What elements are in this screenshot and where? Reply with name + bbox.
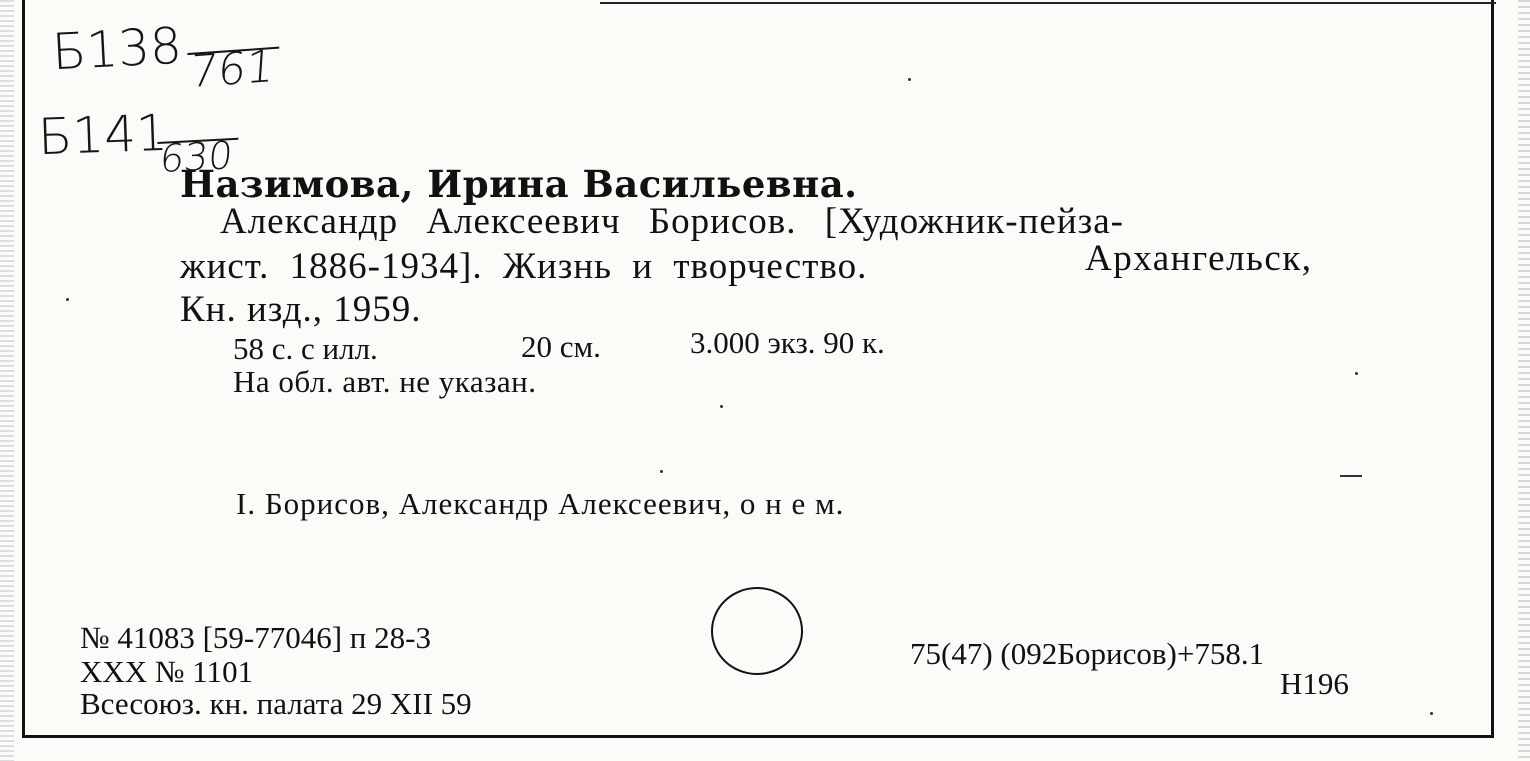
shelfmark-2-code: Б141 xyxy=(37,103,169,167)
scan-speck xyxy=(720,405,723,408)
footer-series-number: ХХХ № 1101 xyxy=(80,654,254,689)
card-punch-hole xyxy=(711,587,803,675)
scan-speck xyxy=(908,78,911,81)
scan-speck xyxy=(66,298,69,301)
physical-size: 20 см. xyxy=(521,329,601,364)
shelfmark-1-code: Б138 xyxy=(50,16,184,82)
shelfmark-1-number: 761 xyxy=(188,40,276,99)
author-mark: Н196 xyxy=(1280,666,1349,701)
shelfmark-2-number: 630 xyxy=(158,132,235,182)
footer-record-number: № 41083 [59-77046] п 28-3 xyxy=(80,620,431,655)
title-line-2: жист. 1886-1934]. Жизнь и творчество. xyxy=(180,246,868,287)
classification-index: 75(47) (092Борисов)+758.1 xyxy=(910,636,1265,671)
publication-place: Архангельск, xyxy=(1085,238,1313,279)
card-top-edge xyxy=(600,2,1496,4)
footer-chamber-date: Всесоюз. кн. палата 29 XII 59 xyxy=(80,686,472,721)
scan-speck xyxy=(1355,372,1358,375)
scan-speck xyxy=(1340,475,1362,477)
note-line: На обл. авт. не указан. xyxy=(233,364,537,399)
physical-pages: 58 с. с илл. xyxy=(233,331,378,366)
copies-price: 3.000 экз. 90 к. xyxy=(690,325,885,360)
publisher-line: Кн. изд., 1959. xyxy=(180,289,422,330)
scan-edge-right xyxy=(1518,0,1530,761)
author-heading: Назимова, Ирина Васильевна. xyxy=(180,162,858,206)
subject-heading: I. Борисов, Александр Алексеевич, о н е м. xyxy=(236,486,845,521)
scan-speck xyxy=(660,470,663,473)
scan-edge-left xyxy=(0,0,14,761)
scan-speck xyxy=(1430,712,1433,715)
title-line-1: Александр Алексеевич Борисов. [Художник-пейза- xyxy=(220,201,1124,242)
